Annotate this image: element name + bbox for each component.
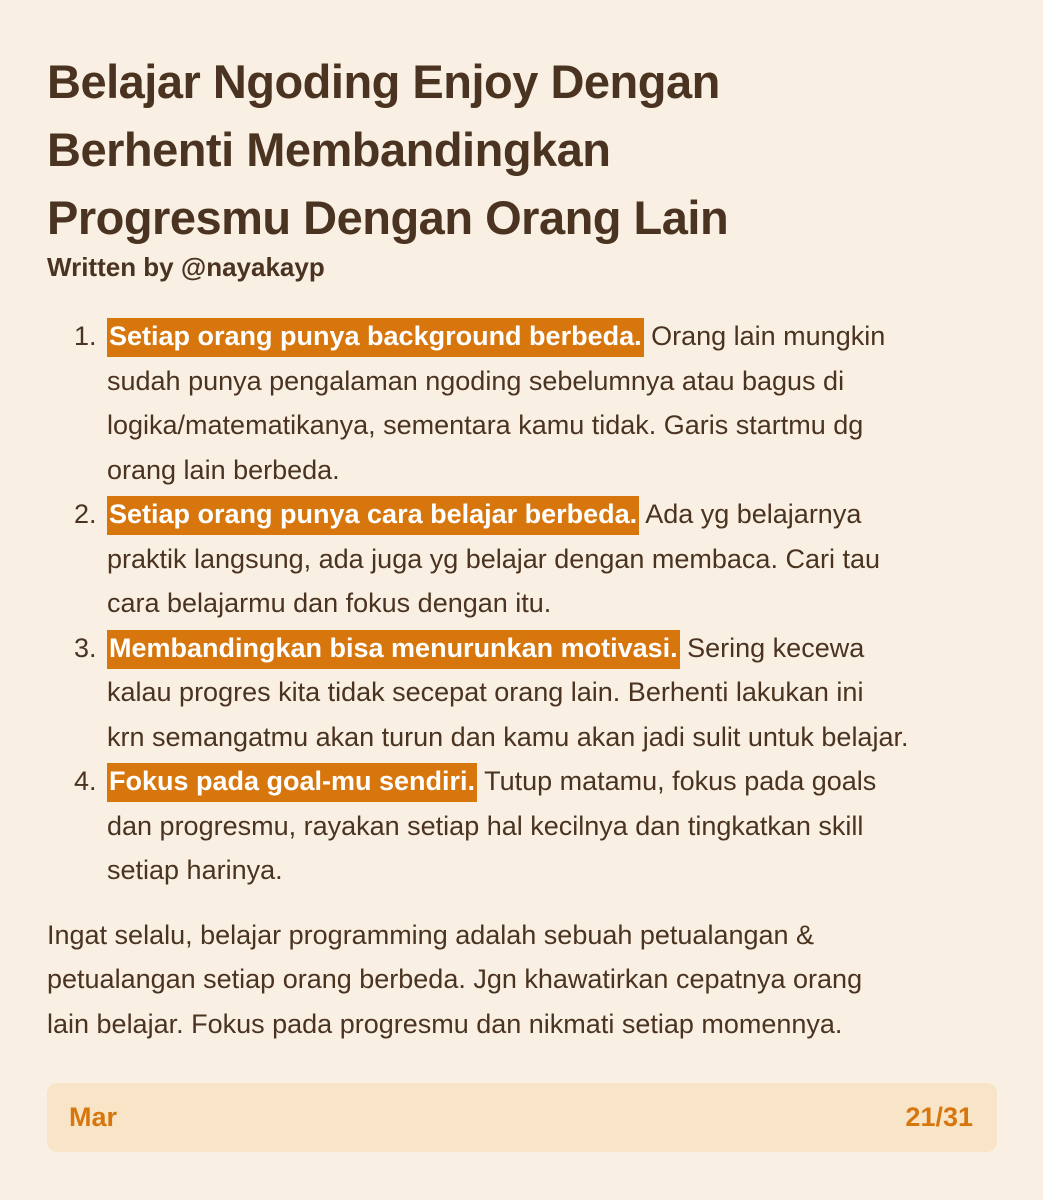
footer-day-counter: 21/31: [905, 1102, 973, 1132]
item-line: praktik langsung, ada juga yg belajar dengan membaca. Cari tau: [107, 543, 880, 574]
item-line: logika/matematikanya, sementara kamu tidak. Garis startmu dg: [107, 410, 864, 440]
item-line: setiap harinya.: [107, 855, 283, 885]
item-text: Orang lain mungkin: [643, 321, 886, 351]
item-line: orang lain berbeda.: [107, 454, 340, 485]
footer-bar: [47, 1083, 997, 1152]
item-first-line: [107, 759, 997, 804]
item-text: Sering kecewa: [679, 632, 865, 663]
item-first-line: [107, 314, 997, 359]
item-highlight: Membandingkan bisa menurunkan motivasi.: [107, 630, 680, 669]
list-item: [74, 314, 997, 492]
closing-line: Ingat selalu, belajar programming adalah sebuah petualangan &: [47, 919, 815, 950]
closing-line: petualangan setiap orang berbeda. Jgn khawatirkan cepatnya orang: [47, 964, 863, 994]
item-number: 2.: [74, 499, 97, 529]
item-number: 1.: [74, 321, 97, 351]
item-first-line: [107, 626, 997, 671]
list-item: [74, 626, 997, 760]
item-line: cara belajarmu dan fokus dengan itu.: [107, 588, 552, 618]
tips-list: [47, 314, 997, 893]
article: [47, 48, 997, 1046]
footer-month: Mar: [69, 1102, 118, 1132]
item-number: 3.: [74, 632, 97, 663]
closing-line: lain belajar. Fokus pada progresmu dan nikmati setiap momennya.: [47, 1008, 843, 1039]
item-text: Tutup matamu, fokus pada goals: [477, 766, 877, 796]
title-line: Berhenti Membandingkan: [47, 123, 611, 176]
item-line: sudah punya pengalaman ngoding sebelumnya atau bagus di: [107, 365, 845, 396]
page-title: [47, 48, 997, 252]
item-line: kalau progres kita tidak secepat orang lain. Berhenti lakukan ini: [107, 677, 864, 707]
item-number: 4.: [74, 766, 97, 796]
closing-paragraph: [47, 913, 997, 1047]
item-text: Ada yg belajarnya: [639, 499, 862, 529]
item-highlight: Setiap orang punya cara belajar berbeda.: [107, 496, 639, 535]
item-line: dan progresmu, rayakan setiap hal kecilnya dan tingkatkan skill: [107, 810, 864, 841]
author-byline: Written by @nayakayp: [47, 252, 325, 282]
item-line: krn semangatmu akan turun dan kamu akan jadi sulit untuk belajar.: [107, 721, 909, 752]
item-first-line: [107, 492, 997, 537]
list-item: [74, 492, 997, 626]
title-line: Progresmu Dengan Orang Lain: [47, 191, 729, 244]
item-highlight: Setiap orang punya background berbeda.: [107, 318, 644, 357]
list-item: [74, 759, 997, 893]
title-line: Belajar Ngoding Enjoy Dengan: [47, 55, 720, 108]
item-highlight: Fokus pada goal-mu sendiri.: [107, 763, 477, 802]
